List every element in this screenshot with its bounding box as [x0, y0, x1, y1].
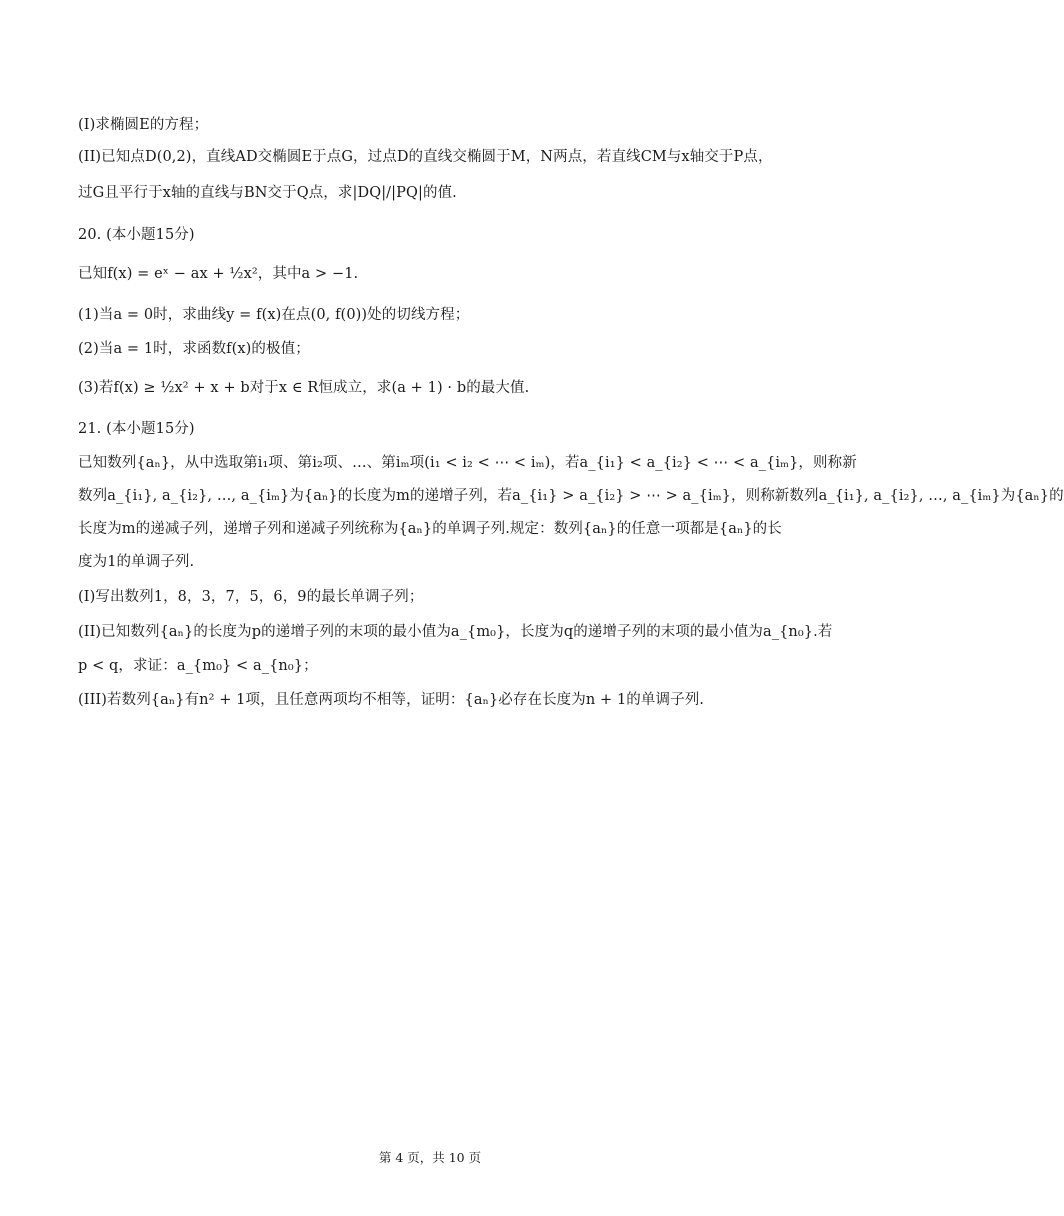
q21-part3: (III)若数列{aₙ}有n² + 1项，且任意两项均不相等，证明：{aₙ}必存在长度为n + 1的单调子列. — [78, 692, 705, 708]
q21-stem-line3: 长度为m的递减子列，递增子列和递减子列统称为{aₙ}的单调子列.规定：数列{aₙ}的任意一项都是{aₙ}的长 — [78, 521, 782, 537]
q21-stem-line2: 数列a_{i₁}, a_{i₂}, …, a_{iₘ}为{aₙ}的长度为m的递增子列，若a_{i₁} > a_{i₂} > ⋯ > a_{iₘ}，则称新数列a_{i₁}, a_{i₂}, …, a_{iₘ}为{aₙ}的 — [78, 488, 1064, 504]
q20-heading: 20. (本小题15分) — [78, 227, 195, 243]
q21-stem-line4: 度为1的单调子列. — [78, 554, 195, 570]
q20-part1: (1)当a = 0时，求曲线y = f(x)在点(0, f(0))处的切线方程； — [78, 307, 470, 323]
q20-part2: (2)当a = 1时，求函数f(x)的极值； — [78, 341, 310, 357]
q21-stem-line1: 已知数列{aₙ}，从中选取第i₁项、第i₂项、…、第iₘ项(i₁ < i₂ < ⋯ < iₘ)，若a_{i₁} < a_{i₂} < ⋯ < a_{iₘ}，则称新 — [78, 455, 857, 471]
q19-part2-line2: 过G且平行于x轴的直线与BN交于Q点，求|DQ|/|PQ|的值. — [78, 185, 457, 201]
q21-heading: 21. (本小题15分) — [78, 421, 195, 437]
q21-part2-line2: p < q，求证：a_{m₀} < a_{n₀}； — [78, 658, 318, 674]
page-footer: 第 4 页，共 10 页 — [378, 1150, 482, 1165]
q21-part2-line1: (II)已知数列{aₙ}的长度为p的递增子列的末项的最小值为a_{m₀}，长度为q的递增子列的末项的最小值为a_{n₀}.若 — [78, 624, 833, 640]
q21-part1: (I)写出数列1，8，3，7，5，6，9的最长单调子列； — [78, 589, 424, 605]
q20-part3: (3)若f(x) ≥ ½x² + x + b对于x ∈ R恒成立，求(a + 1) · b的最大值. — [78, 380, 530, 396]
q19-part1: (I)求椭圆E的方程； — [78, 117, 209, 133]
q20-stem: 已知f(x) = eˣ − ax + ½x²，其中a > −1. — [78, 266, 359, 282]
q19-part2-line1: (II)已知点D(0,2)，直线AD交椭圆E于点G，过点D的直线交椭圆于M，N两点，若直线CM与x轴交于P点， — [78, 149, 773, 165]
